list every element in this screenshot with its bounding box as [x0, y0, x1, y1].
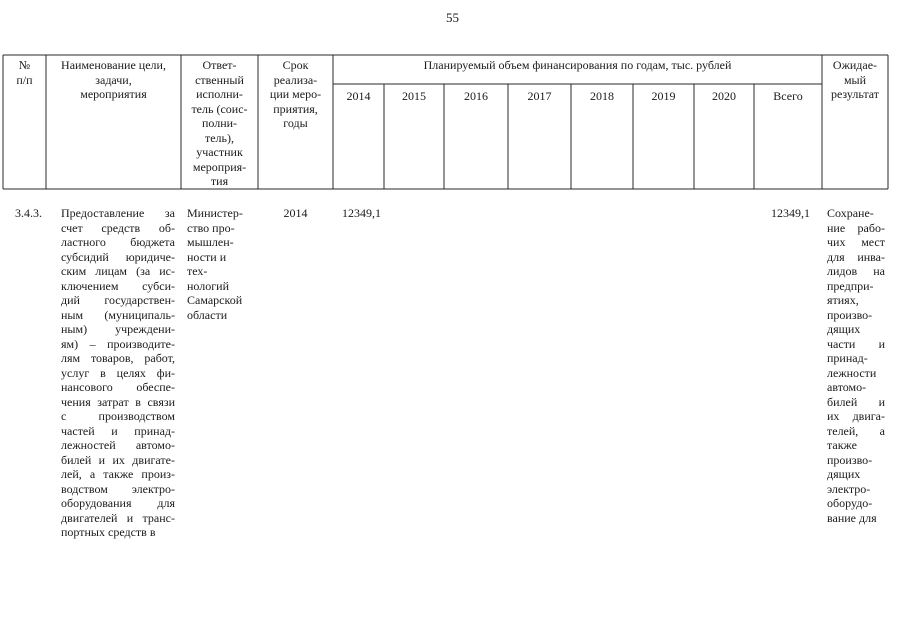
- header-year-2014: 2014: [346, 89, 371, 103]
- row-name-line: лежностей автомо-: [61, 438, 175, 452]
- header-year-2019: 2019: [651, 89, 676, 103]
- header-number-line-2: п/п: [16, 72, 33, 87]
- row-responsible-line: ности и: [187, 249, 227, 264]
- row-result-line: дящих: [827, 467, 861, 481]
- row-result-line: дящих: [827, 322, 861, 336]
- row-result-line: автомо-: [827, 380, 867, 394]
- header-year-2017: 2017: [527, 89, 552, 103]
- header-term-line-1: Срок: [282, 58, 309, 72]
- row-result-line: Сохране-: [827, 206, 874, 220]
- row-name-line: дий государствен-: [61, 293, 175, 307]
- row-number: 3.4.3.: [15, 206, 42, 220]
- header-name-line-2: задачи,: [95, 72, 132, 87]
- row-result-line: лидов на: [827, 264, 885, 278]
- row-result-line: билей и: [827, 394, 885, 409]
- header-responsible-cell: [181, 58, 258, 189]
- row-name-line: лям товаров, работ,: [61, 351, 175, 365]
- row-result-line: для инва-: [827, 249, 885, 264]
- row-name-line: ластного бюджета: [61, 235, 175, 249]
- row-result-line: вание для: [827, 510, 877, 525]
- row-name-line: счет средств об-: [61, 220, 175, 235]
- header-result-line-3: результат: [830, 87, 880, 101]
- header-responsible-line-2: ственный: [195, 72, 244, 87]
- row-responsible-cell: [187, 206, 255, 322]
- row-name-line: нансового обеспе-: [61, 380, 175, 394]
- header-name-line-3: мероприятия: [80, 87, 147, 101]
- header-year-total: Всего: [773, 89, 803, 103]
- header-funding-cell: [333, 58, 822, 73]
- row-name-line: оборудования для: [61, 496, 175, 510]
- row-name-line: лей, а также произ-: [61, 467, 175, 481]
- row-name-line: чения затрат в связи: [61, 394, 175, 409]
- row-name-line: субсидий юридиче-: [61, 249, 175, 264]
- row-responsible-line: Министер-: [187, 206, 243, 220]
- row-name-line: ключением субси-: [61, 278, 175, 293]
- header-responsible-line-1: Ответ-: [202, 58, 237, 72]
- header-responsible-line-3: исполни-: [196, 87, 243, 101]
- row-name-line: двигателей и транс-: [61, 510, 175, 525]
- row-result-line: принад-: [827, 351, 868, 365]
- row-term: 2014: [283, 206, 308, 220]
- header-result-line-1: Ожидае-: [832, 58, 878, 72]
- row-result-line: чих мест: [827, 235, 885, 249]
- header-year-2020: 2020: [712, 89, 736, 103]
- row-result-line: части и: [827, 336, 885, 351]
- header-year-2016: 2016: [464, 89, 488, 103]
- row-responsible-line: области: [187, 307, 228, 322]
- header-year-2015: 2015: [402, 89, 426, 103]
- row-name-line: водством электро-: [61, 481, 175, 496]
- header-term-line-3: ции меро-: [269, 87, 322, 101]
- header-name-line-1: Наименование цели,: [61, 58, 166, 72]
- row-name-line: ным (муниципаль-: [61, 307, 175, 322]
- row-responsible-line: мышлен-: [187, 235, 234, 249]
- header-number-cell: [3, 58, 46, 87]
- row-result-line: также: [827, 438, 858, 452]
- header-responsible-line-8: мероприя-: [192, 159, 247, 174]
- row-responsible-line: тех-: [187, 264, 208, 278]
- row-name-line: ским лицам (за ис-: [61, 264, 175, 278]
- row-name-line: с производством: [61, 409, 175, 423]
- header-name-cell: [46, 58, 181, 102]
- row-amount-2014: 12349,1: [342, 206, 381, 220]
- row-result-line: произво-: [827, 452, 873, 467]
- row-result-line: ние рабо-: [827, 220, 885, 235]
- header-responsible-line-6: тель),: [204, 130, 235, 145]
- row-name-cell: [61, 206, 175, 540]
- header-number-line-1: №: [18, 58, 31, 72]
- row-result-line: произво-: [827, 307, 873, 322]
- row-name-line: услуг в целях фи-: [61, 365, 175, 380]
- row-result-line: их двига-: [827, 409, 885, 423]
- row-name-line: билей и их двигате-: [61, 452, 175, 467]
- row-amount-total: 12349,1: [771, 206, 810, 220]
- row-result-line: предпри-: [827, 278, 874, 293]
- row-result-line: лежности: [827, 365, 877, 380]
- row-responsible-line: нологий: [187, 278, 230, 293]
- row-result-line: ятиях,: [827, 293, 859, 307]
- row-responsible-line: ство про-: [187, 220, 235, 235]
- header-term-line-2: реализа-: [273, 72, 318, 87]
- header-responsible-line-7: участник: [196, 145, 243, 159]
- row-result-line: телей, а: [827, 423, 885, 438]
- row-name-line: ным) учреждени-: [61, 322, 175, 336]
- header-responsible-line-9: тия: [210, 174, 229, 188]
- header-term-cell: [258, 58, 333, 131]
- row-responsible-line: Самарской: [187, 293, 243, 307]
- row-name-line: ям) – производите-: [61, 336, 175, 351]
- row-name-line: портных средств в: [61, 525, 156, 539]
- row-name-line: Предоставление за: [61, 206, 175, 220]
- row-result-line: электро-: [827, 481, 871, 496]
- header-result-cell: [822, 58, 888, 102]
- header-responsible-line-5: полни-: [201, 116, 238, 130]
- header-year-2018: 2018: [590, 89, 614, 103]
- header-result-line-2: мый: [843, 72, 867, 87]
- header-term-line-4: приятия,: [273, 101, 318, 116]
- header-funding-label: Планируемый объем финансирования по годам, тыс. рублей: [423, 58, 732, 72]
- header-responsible-line-4: тель (соис-: [191, 101, 248, 116]
- row-result-cell: [827, 206, 885, 525]
- row-name-line: частей и принад-: [61, 423, 175, 438]
- row-result-line: оборудо-: [827, 496, 873, 510]
- header-term-line-5: годы: [283, 116, 308, 130]
- page-number: 55: [446, 10, 459, 25]
